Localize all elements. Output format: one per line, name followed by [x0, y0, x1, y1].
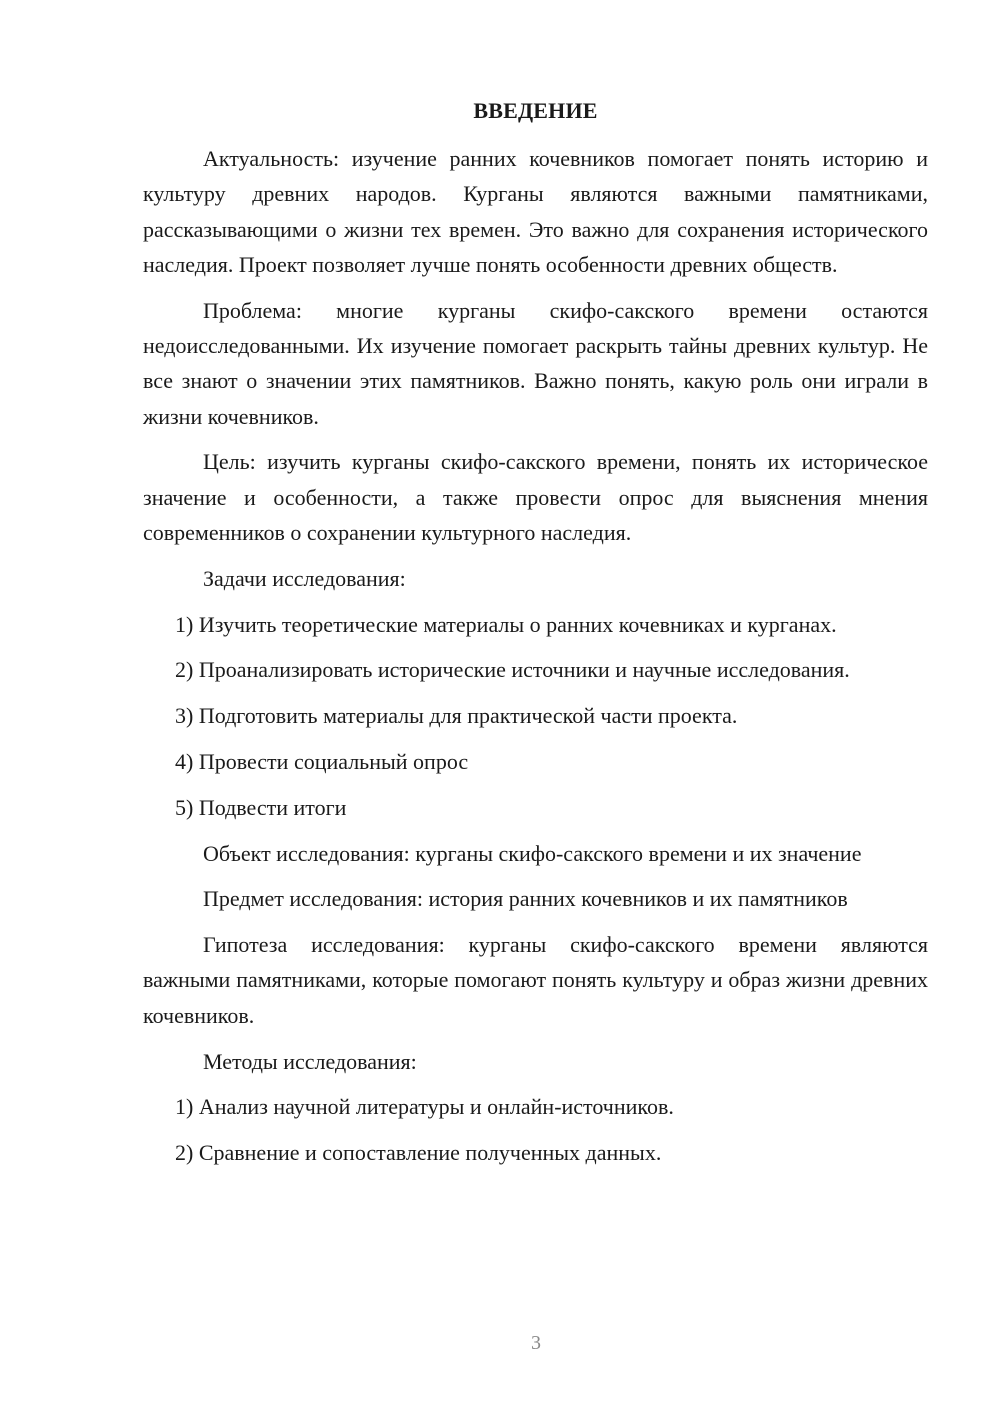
paragraph-hypothesis: Гипотеза исследования: курганы скифо-сакского времени являются важными памятниками, которые помогают понять культуру и образ жизни древних кочевников. — [143, 932, 928, 1028]
paragraph-object: Объект исследования: курганы скифо-сакского времени и их значение — [203, 840, 862, 866]
list-item-method-2: 2) Сравнение и сопоставление полученных данных. — [175, 1140, 662, 1166]
list-item-task-3: 3) Подготовить материалы для практической части проекта. — [175, 703, 738, 729]
list-item-task-5: 5) Подвести итоги — [175, 794, 347, 820]
page-number: 3 — [531, 1332, 541, 1354]
list-item-method-1: 1) Анализ научной литературы и онлайн-источников. — [175, 1094, 674, 1120]
paragraph-tasks-heading: Задачи исследования: — [203, 565, 406, 591]
list-item-task-4: 4) Провести социальный опрос — [175, 748, 469, 774]
page-content — [143, 93, 928, 1181]
paragraph-goal: Цель: изучить курганы скифо-сакского времени, понять их историческое значение и особенности, а также провести опрос для выяснения мнения современников о сохранении культурного наследия. — [143, 449, 928, 545]
page-title: ВВЕДЕНИЕ — [473, 98, 598, 123]
list-item-task-2: 2) Проанализировать исторические источники и научные исследования. — [175, 657, 850, 683]
paragraph-subject: Предмет исследования: история ранних кочевников и их памятников — [203, 886, 848, 912]
paragraph-problem: Проблема: многие курганы скифо-сакского времени остаются недоисследованными. Их изучение помогает раскрыть тайны древних культур. Не все знают о значении этих памятников. Важно понять, какую роль они играли в жизни кочевников. — [143, 297, 928, 429]
list-item-task-1: 1) Изучить теоретические материалы о ранних кочевниках и курганах. — [175, 611, 837, 637]
paragraph-methods-heading: Методы исследования: — [203, 1048, 417, 1074]
paragraph-relevance: Актуальность: изучение ранних кочевников помогает понять историю и культуру древних народов. Курганы являются важными памятниками, рассказывающими о жизни тех времен. Это важно для сохранения исторического наследия. Проект позволяет лучше понять особенности древних обществ. — [143, 146, 928, 277]
